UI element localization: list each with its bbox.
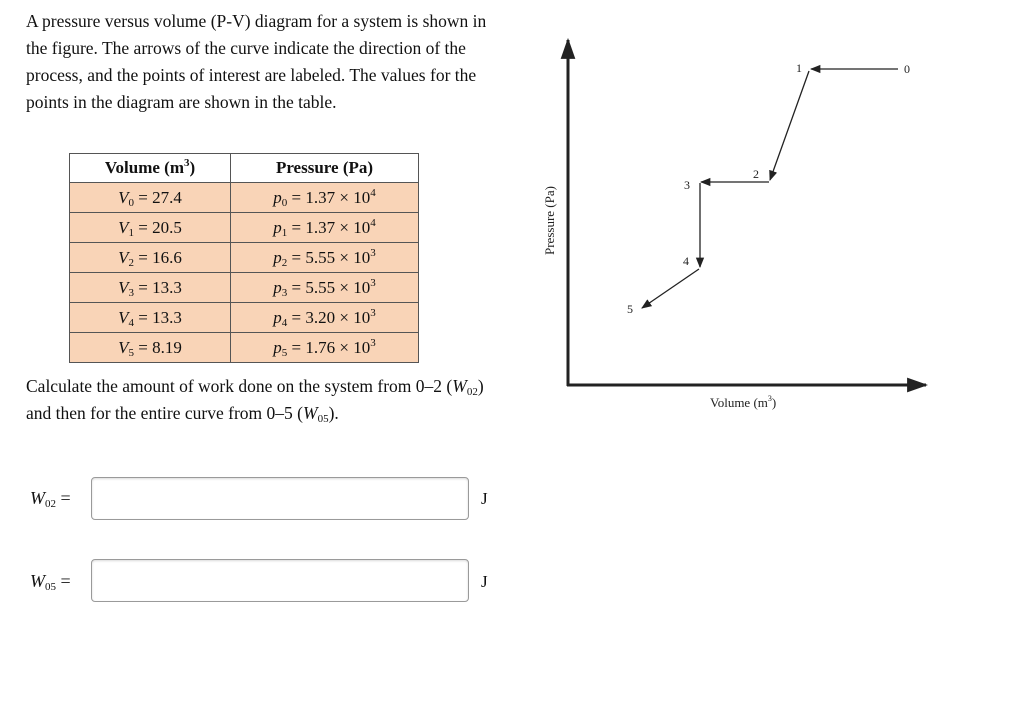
w05-label: $W_{05}$ = (30, 571, 71, 593)
x-axis-label: Volume $(m^3)$ (710, 394, 777, 410)
table-row (70, 183, 419, 213)
pressure-cell: $p_5 = 1.76 \times 10^3$ (231, 333, 419, 363)
w05-unit: J (481, 572, 488, 591)
point-label-2: 2 (753, 167, 759, 181)
header-pressure: Pressure (Pa) (231, 154, 419, 183)
pressure-cell: $p_4 = 3.20 \times 10^3$ (231, 303, 419, 333)
point-label-4: 4 (683, 254, 689, 268)
intro-text: A pressure versus volume (P-V) diagram for a system is shown in the figure. The arrows of the curve indicate the direction of the process, and the points of interest are labeled. The values for the points in the diagram are shown in the table. (26, 11, 487, 112)
point-label-1: 1 (796, 61, 802, 75)
volume-cell: $V_3 = 13.3$ (70, 273, 231, 303)
point-label-0: 0 (904, 62, 910, 76)
table-row (70, 243, 419, 273)
w02-unit: J (481, 489, 488, 508)
pressure-cell: $p_0 = 1.37 \times 10^4$ (231, 183, 419, 213)
w05-answer-input[interactable] (91, 559, 469, 602)
table-row (70, 273, 419, 303)
problem-intro (26, 8, 496, 116)
pressure-cell: $p_2 = 5.55 \times 10^3$ (231, 243, 419, 273)
volume-cell: $V_4 = 13.3$ (70, 303, 231, 333)
volume-cell: $V_1 = 20.5$ (70, 213, 231, 243)
volume-cell: $V_2 = 16.6$ (70, 243, 231, 273)
pressure-cell: $p_1 = 1.37 \times 10^4$ (231, 213, 419, 243)
header-volume: Volume $(m^3)$ (70, 154, 231, 183)
values-table (69, 153, 419, 363)
segment-1-2 (770, 71, 809, 180)
table-row (70, 333, 419, 363)
pv-diagram (538, 25, 938, 425)
segment-4-5 (642, 269, 699, 308)
question-text: Calculate the amount of work done on the system from 0–2 $(W_{02})$ and then for the entire curve from 0–5 $(W_{05})$. (26, 376, 484, 425)
point-label-3: 3 (684, 178, 690, 192)
y-axis-label: Pressure (Pa) (542, 186, 557, 255)
volume-cell: $V_5 = 8.19$ (70, 333, 231, 363)
table-header-row (70, 154, 419, 183)
volume-cell: $V_0 = 27.4$ (70, 183, 231, 213)
point-label-5: 5 (627, 302, 633, 316)
pressure-cell: $p_3 = 5.55 \times 10^3$ (231, 273, 419, 303)
table-row (70, 303, 419, 333)
w02-answer-input[interactable] (91, 477, 469, 520)
table-row (70, 213, 419, 243)
w02-label: $W_{02}$ = (30, 488, 71, 510)
